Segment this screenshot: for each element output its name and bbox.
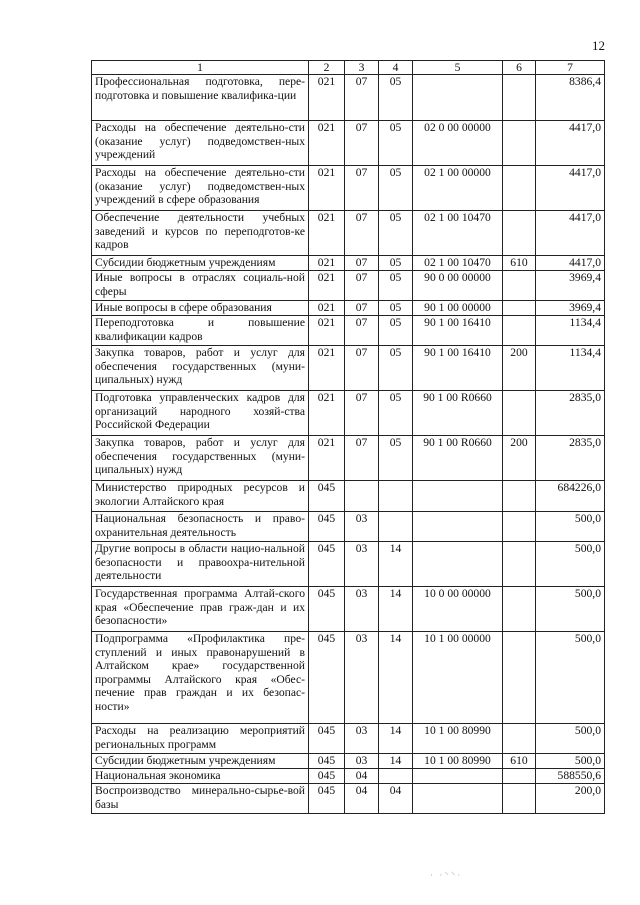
section-code [345,481,379,512]
amount: 500,0 [536,512,605,542]
expense-type-code [503,724,536,754]
expense-type-code [503,632,536,724]
expense-type-code [503,121,536,166]
row-name: Расходы на реализацию мероприятий региональных программ [92,724,309,754]
expense-type-code [503,391,536,436]
ministry-code: 045 [309,512,345,542]
expense-type-code: 200 [503,346,536,391]
section-code: 07 [345,391,379,436]
row-name: Министерство природных ресурсов и экологии Алтайского края [92,481,309,512]
row-name: Иные вопросы в отраслях социаль-ной сферы [92,271,309,301]
table-row [92,542,605,587]
row-name: Субсидии бюджетным учреждениям [92,754,309,769]
table-row [92,346,605,391]
row-name: Подготовка управленческих кадров для организаций народного хозяй-ства Российской Федерации [92,391,309,436]
target-article-code: 90 0 00 00000 [413,271,503,301]
expense-type-code: 200 [503,436,536,481]
subsection-code: 05 [379,391,413,436]
row-name: Расходы на обеспечение деятельно-сти (оказание услуг) подведомствен-ных учреждений в сфере образования [92,166,309,211]
section-code: 03 [345,754,379,769]
target-article-code [413,75,503,121]
target-article-code: 02 0 00 00000 [413,121,503,166]
column-header-4: 4 [379,61,413,75]
column-header-2: 2 [309,61,345,75]
amount: 684226,0 [536,481,605,512]
subsection-code: 05 [379,211,413,256]
table-row [92,481,605,512]
amount: 500,0 [536,754,605,769]
expense-type-code [503,481,536,512]
subsection-code: 05 [379,256,413,271]
section-code: 03 [345,587,379,632]
table-row [92,512,605,542]
amount: 3969,4 [536,271,605,301]
target-article-code [413,769,503,784]
row-name: Закупка товаров, работ и услуг для обеспечения государственных (муни-ципальных) нужд [92,346,309,391]
row-name: Национальная безопасность и право-охранительная деятельность [92,512,309,542]
ministry-code: 021 [309,271,345,301]
subsection-code: 05 [379,271,413,301]
table-row [92,121,605,166]
section-code: 07 [345,316,379,346]
amount: 4417,0 [536,211,605,256]
table-row [92,166,605,211]
ministry-code: 045 [309,632,345,724]
table-row [92,436,605,481]
subsection-code [379,481,413,512]
column-header-6: 6 [503,61,536,75]
table-row [92,256,605,271]
target-article-code: 10 0 00 00000 [413,587,503,632]
row-name: Субсидии бюджетным учреждениям [92,256,309,271]
target-article-code [413,512,503,542]
section-code: 03 [345,724,379,754]
amount: 500,0 [536,724,605,754]
subsection-code: 14 [379,632,413,724]
table-row [92,301,605,316]
ministry-code: 021 [309,256,345,271]
amount: 4417,0 [536,166,605,211]
amount: 2835,0 [536,436,605,481]
amount: 500,0 [536,587,605,632]
table-row [92,769,605,784]
target-article-code: 02 1 00 10470 [413,211,503,256]
section-code: 03 [345,542,379,587]
section-code: 03 [345,512,379,542]
table-row [92,391,605,436]
section-code: 07 [345,75,379,121]
table-row [92,754,605,769]
ministry-code: 021 [309,75,345,121]
expense-type-code [503,316,536,346]
expense-type-code [503,75,536,121]
ministry-code: 021 [309,346,345,391]
expense-type-code [503,542,536,587]
subsection-code: 14 [379,587,413,632]
target-article-code: 90 1 00 R0660 [413,436,503,481]
row-name: Обеспечение деятельности учебных заведений и курсов по переподготов-ке кадров [92,211,309,256]
ministry-code: 045 [309,481,345,512]
expense-type-code: 610 [503,256,536,271]
target-article-code [413,481,503,512]
expense-type-code [503,769,536,784]
section-code: 07 [345,166,379,211]
section-code: 07 [345,436,379,481]
subsection-code: 05 [379,316,413,346]
table-row [92,271,605,301]
row-name: Государственная программа Алтай-ского края «Обеспечение прав граж-дан и их безопасности» [92,587,309,632]
ministry-code: 021 [309,316,345,346]
subsection-code: 05 [379,75,413,121]
column-header-1: 1 [92,61,309,75]
subsection-code: 14 [379,542,413,587]
row-name: Расходы на обеспечение деятельно-сти (оказание услуг) подведомствен-ных учреждений [92,121,309,166]
target-article-code: 10 1 00 80990 [413,724,503,754]
expense-type-code [503,211,536,256]
section-code: 04 [345,769,379,784]
ministry-code: 045 [309,724,345,754]
scan-artifact: · ·⸌⸌· [430,870,463,880]
amount: 8386,4 [536,75,605,121]
amount: 2835,0 [536,391,605,436]
column-header-7: 7 [536,61,605,75]
amount: 4417,0 [536,121,605,166]
target-article-code [413,784,503,814]
target-article-code: 90 1 00 00000 [413,301,503,316]
section-code: 04 [345,784,379,814]
expense-type-code [503,784,536,814]
section-code: 07 [345,346,379,391]
expense-type-code [503,587,536,632]
row-name: Подпрограмма «Профилактика пре-ступлений и иных правонарушений в Алтайском крае» государственной программы Алтайского края «Обес-печение прав граждан и их безопас-ности» [92,632,309,724]
ministry-code: 045 [309,542,345,587]
amount: 500,0 [536,542,605,587]
ministry-code: 021 [309,436,345,481]
table-row [92,724,605,754]
subsection-code: 05 [379,166,413,211]
table-row [92,75,605,121]
column-header-3: 3 [345,61,379,75]
row-name: Другие вопросы в области нацио-нальной безопасности и правоохра-нительной деятельности [92,542,309,587]
subsection-code: 05 [379,436,413,481]
target-article-code: 02 1 00 00000 [413,166,503,211]
row-name: Профессиональная подготовка, пере-подготовка и повышение квалифика-ции [92,75,309,121]
ministry-code: 021 [309,391,345,436]
amount: 1134,4 [536,346,605,391]
amount: 4417,0 [536,256,605,271]
section-code: 07 [345,301,379,316]
table-row [92,316,605,346]
ministry-code: 021 [309,166,345,211]
amount: 1134,4 [536,316,605,346]
subsection-code: 14 [379,724,413,754]
section-code: 07 [345,256,379,271]
ministry-code: 021 [309,121,345,166]
section-code: 07 [345,121,379,166]
subsection-code: 05 [379,301,413,316]
target-article-code: 10 1 00 00000 [413,632,503,724]
subsection-code [379,512,413,542]
table-row [92,784,605,814]
subsection-code: 04 [379,784,413,814]
target-article-code: 90 1 00 16410 [413,346,503,391]
section-code: 03 [345,632,379,724]
table-row [92,211,605,256]
section-code: 07 [345,211,379,256]
page-number: 12 [592,38,605,53]
subsection-code: 14 [379,754,413,769]
row-name: Иные вопросы в сфере образования [92,301,309,316]
subsection-code: 05 [379,121,413,166]
ministry-code: 021 [309,301,345,316]
subsection-code: 05 [379,346,413,391]
table-row [92,632,605,724]
table-header-row [92,61,605,75]
expense-type-code [503,301,536,316]
ministry-code: 045 [309,587,345,632]
target-article-code [413,542,503,587]
target-article-code: 02 1 00 10470 [413,256,503,271]
target-article-code: 90 1 00 16410 [413,316,503,346]
expense-type-code [503,271,536,301]
target-article-code: 10 1 00 80990 [413,754,503,769]
amount: 200,0 [536,784,605,814]
expense-type-code [503,166,536,211]
expense-type-code [503,512,536,542]
amount: 588550,6 [536,769,605,784]
row-name: Национальная экономика [92,769,309,784]
row-name: Воспроизводство минерально-сырье-вой базы [92,784,309,814]
ministry-code: 045 [309,769,345,784]
section-code: 07 [345,271,379,301]
row-name: Переподготовка и повышение квалификации кадров [92,316,309,346]
column-header-5: 5 [413,61,503,75]
table-body [92,75,605,814]
ministry-code: 045 [309,754,345,769]
subsection-code [379,769,413,784]
ministry-code: 021 [309,211,345,256]
ministry-code: 045 [309,784,345,814]
table-row [92,587,605,632]
expense-type-code: 610 [503,754,536,769]
amount: 3969,4 [536,301,605,316]
amount: 500,0 [536,632,605,724]
budget-table [91,60,605,814]
target-article-code: 90 1 00 R0660 [413,391,503,436]
row-name: Закупка товаров, работ и услуг для обеспечения государственных (муни-ципальных) нужд [92,436,309,481]
